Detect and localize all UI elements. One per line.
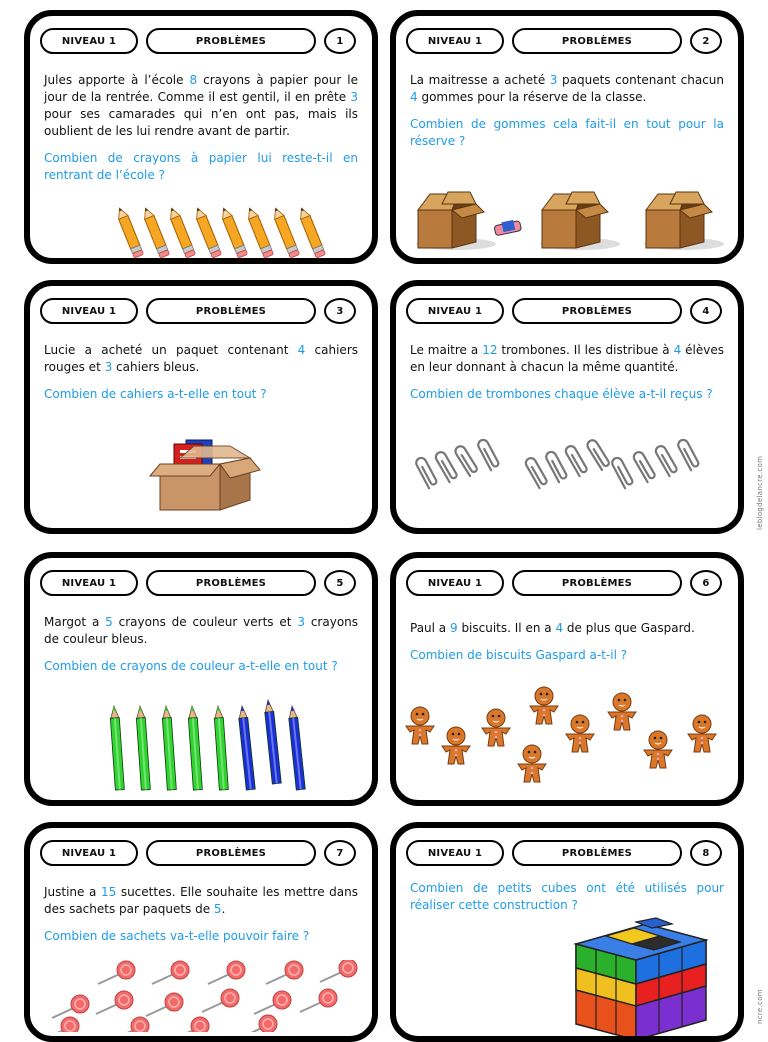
lollipop-icon: [98, 961, 135, 984]
number-value: 3: [549, 73, 558, 87]
watermark-partial: ncre.com: [756, 989, 764, 1024]
number-value: 15: [100, 885, 117, 899]
card-title: PROBLÈMES: [146, 28, 316, 54]
number-value: 4: [297, 343, 306, 357]
pencil-icon: [271, 206, 300, 258]
level-label: NIVEAU 1: [40, 840, 138, 866]
gingerbread-icon: [442, 727, 470, 764]
problem-text: [44, 342, 358, 403]
problem-statement: Jules apporte à l’école 8 crayons à papier pour le jour de la rentrée. Comme il est gentil, il en prête 3 pour ses camarades qui n’en ont pas, mais ils oublient de les lui rendre avant de partir.: [44, 73, 358, 138]
gingerbread-icon: [688, 715, 716, 752]
paperclip-icon: [654, 444, 678, 476]
colored-pencil-icon: [110, 706, 125, 790]
gingerbread-icon: [608, 693, 636, 730]
paperclip-icon: [610, 456, 633, 488]
pencil-icon: [193, 206, 222, 258]
paperclip-icon: [632, 450, 656, 482]
lollipop-icon: [320, 960, 357, 982]
problem-question: Combien de cahiers a-t-elle en tout ?: [44, 387, 267, 401]
number-value: 5: [105, 615, 113, 629]
card-header: [406, 570, 728, 596]
colored-pencil-icon: [238, 706, 256, 790]
box-with-notebooks-icon: [30, 430, 372, 522]
paperclip-icon: [476, 438, 499, 470]
gingerbread-icon: [518, 745, 546, 782]
card-header: [40, 840, 362, 866]
card-number: 2: [690, 28, 722, 54]
lollipop-icon: [254, 991, 291, 1014]
card-title: PROBLÈMES: [512, 28, 682, 54]
lollipop-icon: [42, 1017, 79, 1032]
card-number: 7: [324, 840, 356, 866]
number-value: 9: [449, 621, 458, 635]
problem-text: [410, 72, 724, 150]
problem-question: Combien de gommes cela fait-il en tout pour la réserve ?: [410, 117, 724, 148]
card-header: [406, 298, 728, 324]
problem-question: Combien de biscuits Gaspard a-t-il ?: [410, 648, 628, 662]
lollipop-icon: [208, 961, 245, 984]
level-label: NIVEAU 1: [40, 28, 138, 54]
problem-card-5: [24, 552, 378, 806]
problem-statement: Lucie a acheté un paquet contenant 4 cahiers rouges et 3 cahiers bleus.: [44, 343, 359, 374]
gingerbread-icon: [644, 731, 672, 768]
problem-text: [44, 884, 358, 945]
number-value: 5: [213, 902, 222, 916]
paperclip-icon: [544, 450, 567, 482]
card-title: PROBLÈMES: [512, 570, 682, 596]
problem-text: [410, 620, 724, 664]
cube-construction-icon: [396, 908, 738, 1038]
paperclip-icon: [434, 450, 458, 482]
level-label: NIVEAU 1: [40, 298, 138, 324]
box-icon: [416, 192, 496, 250]
level-label: NIVEAU 1: [406, 570, 504, 596]
gingerbread-icon: [406, 707, 434, 744]
colored-pencil-icon: [288, 706, 306, 790]
card-number: 6: [690, 570, 722, 596]
number-value: 4: [410, 90, 418, 104]
problem-question: Combien de crayons de couleur a-t-elle en tout ?: [44, 659, 338, 673]
pencil-icon: [167, 206, 196, 258]
problem-statement: La maitresse a acheté 3 paquets contenant chacun 4 gommes pour la réserve de la classe.: [410, 73, 724, 104]
level-label: NIVEAU 1: [406, 28, 504, 54]
card-title: PROBLÈMES: [512, 840, 682, 866]
colored-pencil-icon: [188, 706, 203, 790]
gingerbread-icon: [530, 687, 558, 724]
card-number: 1: [324, 28, 356, 54]
number-value: 4: [673, 343, 682, 357]
lollipop-icon: [96, 991, 133, 1014]
number-value: 12: [482, 343, 498, 357]
paperclip-icon: [676, 438, 699, 470]
number-value: 3: [350, 90, 358, 104]
number-value: 3: [104, 360, 113, 374]
problem-question: Combien de crayons à papier lui reste-t-il en rentrant de l’école ?: [44, 151, 358, 182]
watermark: leblogdelancre.com: [756, 455, 764, 530]
problem-question: Combien de petits cubes ont été utilisés pour réaliser cette construction ?: [410, 881, 724, 912]
paperclip-icon: [524, 456, 548, 488]
number-value: 4: [555, 621, 564, 635]
lollipop-icon: [202, 989, 239, 1012]
level-label: NIVEAU 1: [406, 298, 504, 324]
colored-pencil-icons: [30, 694, 372, 794]
pencil-icons: [30, 204, 372, 260]
card-header: [406, 840, 728, 866]
box-icon: [644, 192, 724, 250]
problem-statement: Le maitre a 12 trombones. Il les distribue à 4 élèves en leur donnant à chacun la même quantité.: [410, 343, 724, 374]
card-number: 5: [324, 570, 356, 596]
colored-pencil-icon: [264, 700, 282, 784]
problem-question: Combien de sachets va-t-elle pouvoir faire ?: [44, 929, 310, 943]
card-number: 3: [324, 298, 356, 324]
gingerbread-icon: [482, 709, 510, 746]
pencil-icon: [115, 206, 144, 258]
paperclip-icon: [564, 444, 588, 476]
problem-card-3: [24, 280, 378, 534]
problem-card-6: [390, 552, 744, 806]
level-label: NIVEAU 1: [40, 570, 138, 596]
pencil-icon: [297, 206, 326, 258]
number-value: 3: [297, 615, 305, 629]
problem-text: [44, 72, 358, 184]
problem-question: Combien de trombones chaque élève a-t-il reçus ?: [410, 387, 713, 401]
problem-card-8: [390, 822, 744, 1042]
box-icon: [540, 192, 620, 250]
paperclip-icon: [414, 456, 437, 488]
pencil-icon: [245, 206, 274, 258]
card-title: PROBLÈMES: [146, 840, 316, 866]
gingerbread-icon: [566, 715, 594, 752]
lollipop-icon: [146, 993, 183, 1016]
lollipop-icons: [30, 960, 372, 1032]
colored-pencil-icon: [162, 706, 177, 790]
lollipop-icon: [266, 961, 303, 984]
problem-text: [44, 614, 358, 675]
colored-pencil-icon: [214, 706, 229, 790]
box-icons-and-eraser: [396, 184, 738, 254]
lollipop-icon: [152, 961, 189, 984]
lollipop-icon: [300, 989, 337, 1012]
number-value: 8: [189, 73, 198, 87]
card-title: PROBLÈMES: [512, 298, 682, 324]
card-title: PROBLÈMES: [146, 298, 316, 324]
colored-pencil-icon: [136, 706, 151, 790]
problem-card-4: [390, 280, 744, 534]
pencil-icon: [141, 206, 170, 258]
paperclip-icon: [454, 444, 479, 476]
problem-text: [410, 342, 724, 403]
card-header: [40, 28, 362, 54]
paperclip-icons: [396, 434, 738, 500]
card-header: [40, 298, 362, 324]
problem-card-7: [24, 822, 378, 1042]
card-header: [40, 570, 362, 596]
card-number: 4: [690, 298, 722, 324]
pencil-icon: [219, 206, 248, 258]
problem-card-2: [390, 10, 744, 264]
problem-statement: Justine a 15 sucettes. Elle souhaite les mettre dans des sachets par paquets de 5.: [44, 885, 358, 916]
level-label: NIVEAU 1: [406, 840, 504, 866]
eraser-icon: [494, 220, 522, 236]
card-header: [406, 28, 728, 54]
lollipop-icon: [172, 1017, 209, 1032]
problem-card-1: [24, 10, 378, 264]
card-title: PROBLÈMES: [146, 570, 316, 596]
lollipop-icon: [52, 995, 89, 1018]
lollipop-icon: [112, 1017, 149, 1032]
paperclip-icon: [586, 438, 611, 470]
problem-statement: Paul a 9 biscuits. Il en a 4 de plus que Gaspard.: [410, 621, 695, 635]
gingerbread-icons: [396, 682, 738, 792]
card-number: 8: [690, 840, 722, 866]
problem-statement: Margot a 5 crayons de couleur verts et 3 crayons de couleur bleus.: [44, 615, 359, 646]
